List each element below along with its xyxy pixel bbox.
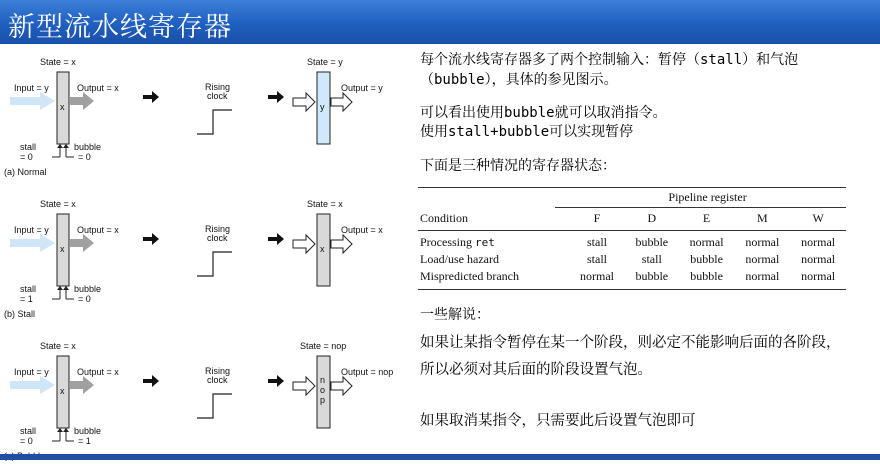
output-label-left: Output = x [77,225,119,235]
output-arrow-hollow [331,93,352,111]
step-arrow-2 [268,233,284,245]
bubble-arrowhead [63,428,69,432]
note-1: 如果让某指令暂停在某一个阶段，则必定不能影响后面的各阶段， [420,335,841,351]
header-w: W [812,211,824,225]
register-left-value: x [60,102,65,112]
stall-text-a: 使用 [420,124,448,140]
output-arrow-hollow [331,235,352,253]
row-condition [418,234,569,251]
cell-d: bubble [635,269,669,283]
intro-text-a: 每个流水线寄存器多了两个控制输入：暂停（ [420,52,700,68]
cell-e: bubble [690,269,723,283]
intro-text-c: （ [420,72,434,88]
output-label-left: Output = x [77,367,119,377]
output-arrow-left [70,92,94,110]
rising-label: Rising [205,366,231,376]
states-intro: 下面是三种情况的寄存器状态： [420,158,616,174]
output-label-right: Output = nop [341,367,394,377]
rising-label: Rising [205,82,231,92]
state-label-left: State = x [40,199,76,209]
bubble-code: bubble [434,72,485,88]
stall-value: = 0 [20,152,33,162]
cell-w: normal [801,235,836,249]
bubble-label: bubble [74,142,102,152]
state-label-right: State = x [307,199,343,209]
clock-edge [197,252,232,276]
group-header: Pipeline register [668,189,747,204]
bubble-arrowhead [63,286,69,290]
stall-code: stall [700,52,743,68]
bubble-arrowhead [63,144,69,148]
note-2: 所以必须对其后面的阶段设置气泡。 [420,362,652,378]
output-label-right: Output = x [341,225,383,235]
clock-label: clock [207,91,228,101]
condition-text: Processing [420,235,475,249]
output-arrow-left [70,376,94,394]
header-f: F [593,211,601,225]
header-m: M [757,211,768,225]
intro-text-b: ）和气泡 [742,52,799,68]
cell-e: bubble [690,252,723,266]
intro-text-d: ），具体的参见图示。 [484,72,618,88]
clock-edge [197,110,232,134]
state-label-left: State = x [40,341,76,351]
input-arrow-hollow [293,377,315,395]
rising-label: Rising [205,224,231,234]
stall-value: = 0 [20,436,33,446]
stall-arrowhead [57,428,63,432]
slide-title: 新型流水线寄存器 [8,12,232,43]
cell-d: stall [641,252,662,266]
clock-label: clock [207,375,228,385]
ret-code: ret [475,236,495,249]
cell-m: normal [745,252,780,266]
input-arrow-hollow [293,235,315,253]
state-label-left: State = x [40,57,76,67]
cancel-text-a: 可以看出使用 [420,105,504,121]
intro-line-2 [420,70,618,90]
register-right-char: p [320,395,326,405]
step-arrow-1 [143,91,159,103]
input-arrow [10,234,55,252]
input-label: Input = y [14,225,49,235]
notes-title: 一些解说： [420,307,490,323]
bubble-label: bubble [74,284,102,294]
output-arrow-hollow [331,377,352,395]
register-right-char: o [320,385,326,395]
pipeline-register-diagrams [0,44,415,464]
cell-w: normal [801,269,836,283]
title-bar [0,0,880,44]
cancel-bubble-code: bubble [504,105,555,121]
input-label: Input = y [14,83,49,93]
clock-label: clock [207,233,228,243]
stall-text-b: 可以实现暂停 [549,124,634,140]
input-label: Input = y [14,367,49,377]
table-row [418,251,846,268]
pipeline-state-table [418,187,846,285]
bubble-value: = 0 [78,152,91,162]
header-condition: Condition [420,211,469,225]
panel-caption: (b) Stall [4,309,36,319]
table-row [418,268,846,285]
step-arrow-1 [143,233,159,245]
step-arrow-1 [143,375,159,387]
cell-f: stall [586,252,607,266]
row-condition: Load/use hazard [420,252,499,266]
cell-m: normal [745,235,780,249]
row-condition: Mispredicted branch [420,269,519,283]
cell-w: normal [801,252,836,266]
cell-f: stall [586,235,607,249]
register-right-char: n [320,375,326,385]
cell-d: bubble [635,235,669,249]
state-label-right: State = nop [300,341,347,351]
table-row [418,234,846,251]
stall-label: stall [20,426,37,436]
bubble-value: = 1 [78,436,91,446]
input-arrow [10,376,55,394]
stall-label: stall [20,142,37,152]
bottom-rule [0,454,880,460]
stall-label: stall [20,284,37,294]
register-left-value: x [60,244,65,254]
output-label-left: Output = x [77,83,119,93]
input-arrow [10,92,55,110]
stall-arrowhead [57,144,63,148]
stall-bubble-code: stall+bubble [448,124,550,140]
register-left-value: x [60,386,65,396]
table-bottom-rule [418,289,846,290]
cell-e: normal [689,235,724,249]
register-right-value: y [320,102,325,112]
bubble-label: bubble [74,426,102,436]
output-arrow-left [70,234,94,252]
bubble-value: = 0 [78,294,91,304]
clock-edge [197,394,232,418]
intro-line-1 [420,50,798,70]
register-right-value: x [320,244,325,254]
header-d: D [647,211,657,225]
note-3: 如果取消某指令，只需要此后设置气泡即可 [420,413,696,429]
header-e: E [702,211,711,225]
cancel-text-b: 就可以取消指令。 [554,105,667,121]
panel-caption: (a) Normal [4,167,47,177]
bubble-cancel-line [420,103,667,123]
cell-m: normal [745,269,780,283]
state-label-right: State = y [307,57,343,67]
cell-f: normal [579,269,614,283]
output-label-right: Output = y [341,83,383,93]
stall-arrowhead [57,286,63,290]
stall-bubble-line [420,122,633,142]
stall-value: = 1 [20,294,33,304]
step-arrow-2 [268,91,284,103]
input-arrow-hollow [293,93,315,111]
step-arrow-2 [268,375,284,387]
